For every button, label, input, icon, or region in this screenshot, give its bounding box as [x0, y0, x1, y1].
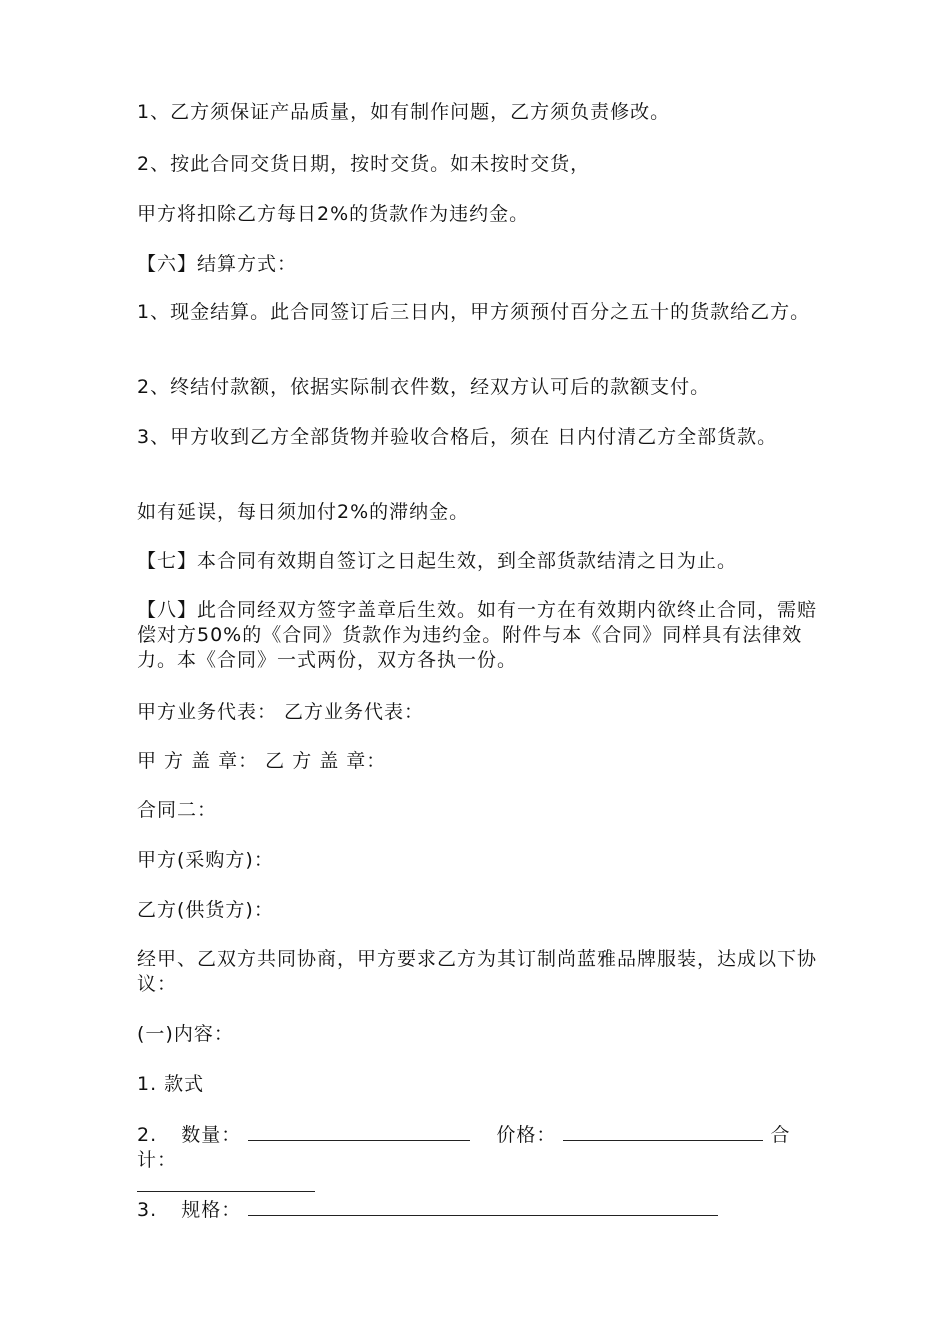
clause-cash-settlement: 1、现金结算。此合同签订后三日内，甲方须预付百分之五十的货款给乙方。	[137, 301, 811, 323]
item-specification	[137, 1197, 817, 1223]
clause-payment-deadline: 3、甲方收到乙方全部货物并验收合格后，须在 日内付清乙方全部货款。	[137, 426, 778, 448]
item-number: 2.	[137, 1124, 158, 1146]
clause-late-fee: 如有延误，每日须加付2%的滞纳金。	[137, 501, 470, 523]
party-b-supplier: 乙方(供货方)：	[137, 899, 274, 921]
price-label: 价格：	[496, 1124, 557, 1146]
item-number: 3.	[137, 1199, 158, 1221]
contract-two-heading: 合同二：	[137, 799, 218, 821]
agreement-intro: 经甲、乙双方共同协商，甲方要求乙方为其订制尚蓝雅品牌服装，达成以下协议：	[137, 948, 818, 995]
spec-label: 规格：	[181, 1199, 242, 1221]
section-effectiveness: 【八】此合同经双方签字盖章后生效。如有一方在有效期内欲终止合同，需赔偿对方50%的《合同》货款作为违约金。附件与本《合同》同样具有法律效力。本《合同》一式两份，双方各执一份。	[137, 599, 818, 671]
clause-delivery: 2、按此合同交货日期，按时交货。如未按时交货，	[137, 153, 591, 175]
content-heading: (一)内容：	[137, 1023, 234, 1045]
total-label: 合计：	[137, 1124, 791, 1171]
quantity-label: 数量：	[181, 1124, 242, 1146]
price-blank	[563, 1122, 763, 1141]
party-a-buyer: 甲方(采购方)：	[137, 849, 274, 871]
clause-quality: 1、乙方须保证产品质量，如有制作问题，乙方须负责修改。	[137, 101, 671, 123]
spec-blank	[248, 1197, 718, 1216]
section-validity: 【七】本合同有效期自签订之日起生效，到全部货款结清之日为止。	[137, 550, 738, 572]
section-heading-settlement: 【六】结算方式：	[137, 253, 298, 275]
clause-final-payment: 2、终结付款额，依据实际制衣件数，经双方认可后的款额支付。	[137, 376, 711, 398]
signature-seals: 甲 方 盖 章： 乙 方 盖 章：	[137, 750, 387, 772]
item-quantity-price-total	[137, 1122, 817, 1199]
signature-representatives: 甲方业务代表： 乙方业务代表：	[137, 701, 425, 723]
clause-penalty: 甲方将扣除乙方每日2%的货款作为违约金。	[137, 203, 530, 225]
quantity-blank	[248, 1122, 470, 1141]
item-style: 1. 款式	[137, 1073, 205, 1095]
total-blank	[137, 1173, 315, 1192]
